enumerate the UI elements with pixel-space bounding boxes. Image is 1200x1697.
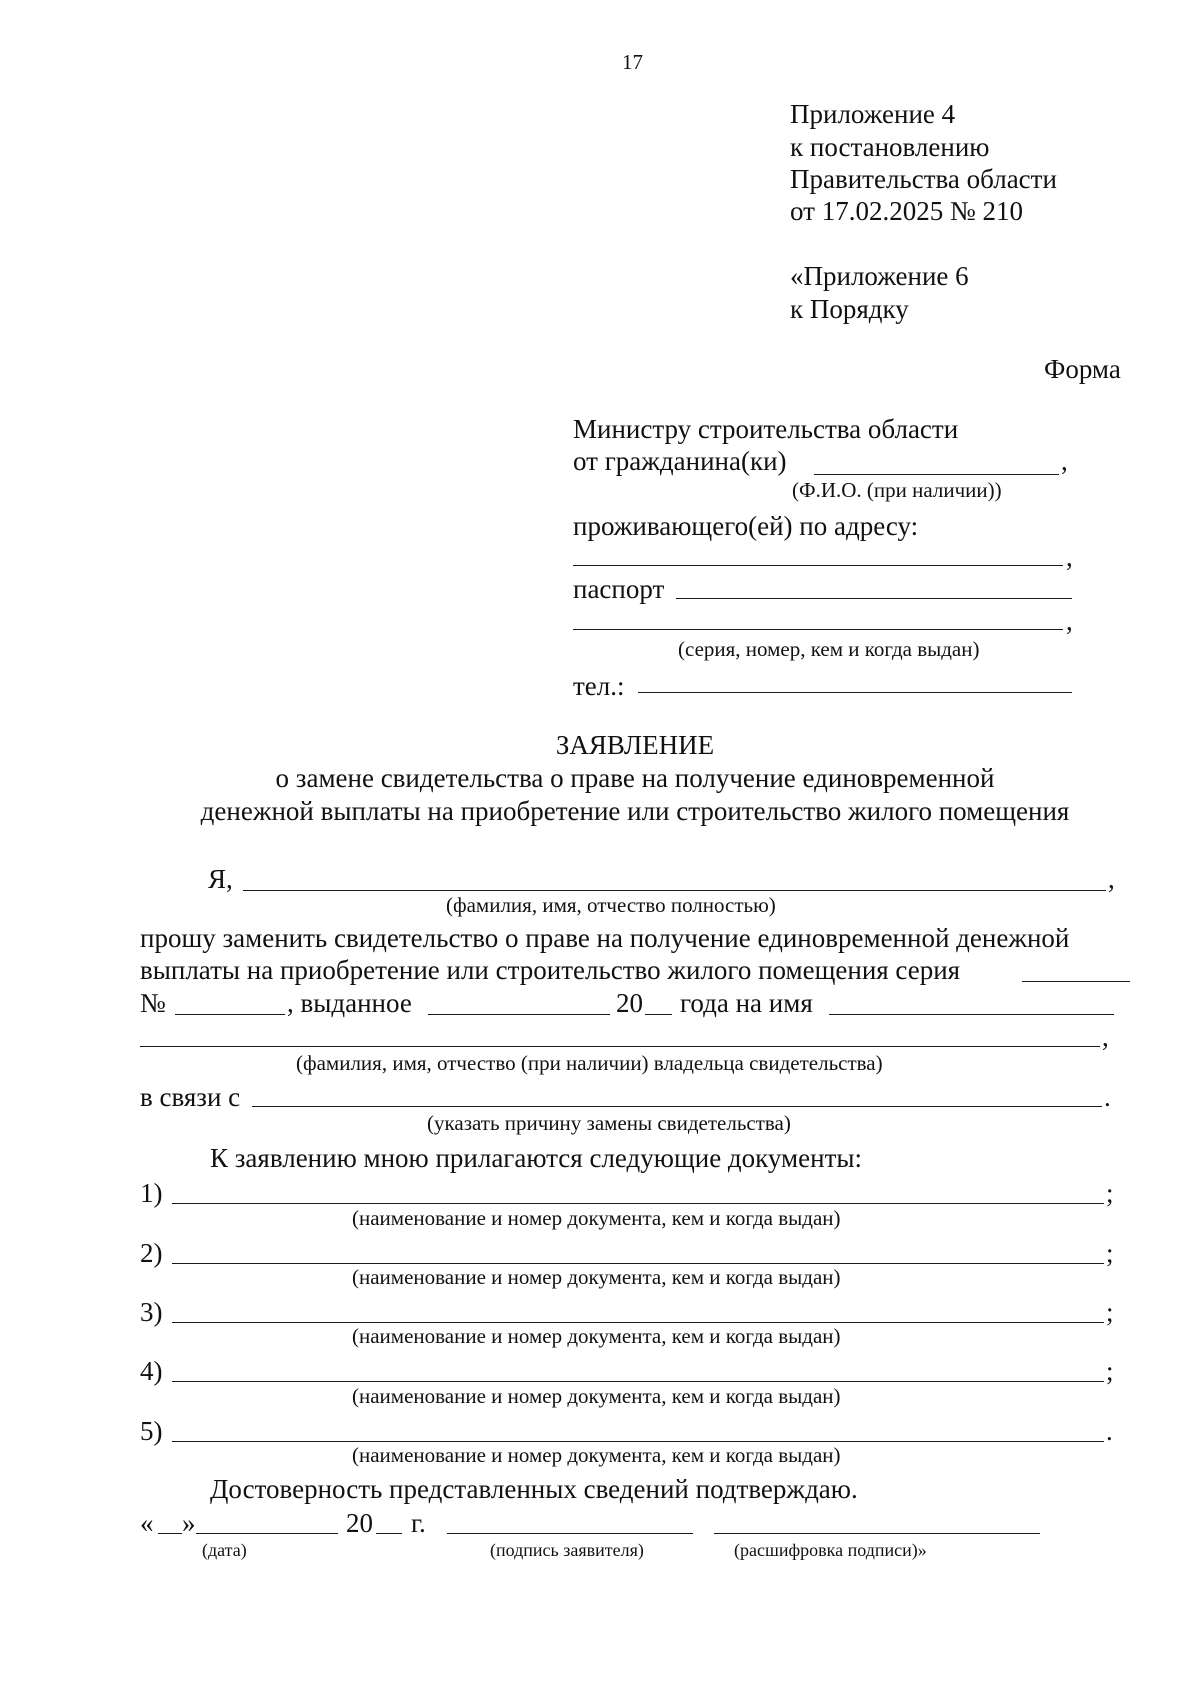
attachment-end: ;: [1106, 1356, 1114, 1386]
document-title: ЗАЯВЛЕНИЕ: [555, 730, 715, 760]
passport-hint: (серия, номер, кем и когда выдан): [678, 637, 980, 661]
year-prefix: 20: [616, 988, 643, 1018]
reason-hint: (указать причину замены свидетельства): [427, 1111, 791, 1135]
attachment-field[interactable]: [172, 1203, 1104, 1204]
attachment-field[interactable]: [172, 1322, 1104, 1323]
name-comma: ,: [1108, 864, 1115, 894]
appendix-line-3: Правительства области: [790, 164, 1057, 194]
decode-hint: (расшифровка подписи)»: [734, 1540, 927, 1560]
attachment-number: 3): [140, 1297, 163, 1327]
request-line-2: выплаты на приобретение или строительство жилого помещения серия: [140, 955, 961, 985]
attachment-end: ;: [1106, 1178, 1114, 1208]
attachment-field[interactable]: [172, 1441, 1104, 1442]
date-hint: (дата): [202, 1540, 247, 1560]
attachment-end: ;: [1106, 1297, 1114, 1327]
issue-year-field[interactable]: [645, 1014, 672, 1015]
form-label: Форма: [1044, 354, 1121, 384]
attachment-number: 5): [140, 1416, 163, 1446]
appendix-line-2: к постановлению: [790, 132, 990, 162]
signature-decode-field[interactable]: [714, 1533, 1040, 1534]
page-number: 17: [622, 50, 643, 74]
number-sign: №: [140, 988, 166, 1018]
phone-label: тел.:: [573, 671, 625, 701]
fio-hint: (Ф.И.О. (при наличии)): [792, 478, 1002, 502]
request-line-1: прошу заменить свидетельство о праве на получение единовременной денежной: [140, 923, 1070, 953]
attachment-end: .: [1106, 1416, 1113, 1446]
attachment-number: 2): [140, 1238, 163, 1268]
attachment-number: 4): [140, 1356, 163, 1386]
date-day-field[interactable]: [158, 1533, 182, 1534]
address-label: проживающего(ей) по адресу:: [573, 511, 919, 541]
owner-comma: ,: [1102, 1022, 1109, 1052]
passport-field-2[interactable]: [573, 629, 1063, 630]
year-suffix: года на имя: [680, 988, 813, 1018]
attachment-hint: (наименование и номер документа, кем и когда выдан): [352, 1206, 841, 1230]
phone-field[interactable]: [638, 692, 1072, 693]
address-comma: ,: [1066, 542, 1073, 572]
document-subtitle-2: денежной выплаты на приобретение или строительство жилого помещения: [200, 796, 1070, 826]
passport-field[interactable]: [676, 598, 1072, 599]
owner-name-field[interactable]: [829, 1014, 1114, 1015]
issue-date-field[interactable]: [428, 1014, 610, 1015]
date-year-suffix: г.: [411, 1508, 426, 1538]
owner-hint: (фамилия, имя, отчество (при наличии) владельца свидетельства): [296, 1051, 883, 1075]
attachment-hint: (наименование и номер документа, кем и когда выдан): [352, 1443, 841, 1467]
appendix-line-1: Приложение 4: [790, 99, 956, 129]
signature-hint: (подпись заявителя): [490, 1540, 644, 1560]
sub-appendix-line-2: к Порядку: [790, 294, 909, 324]
certificate-number-field[interactable]: [175, 1014, 285, 1015]
passport-label: паспорт: [573, 574, 665, 604]
attachments-intro: К заявлению мною прилагаются следующие документы:: [210, 1143, 863, 1173]
attachment-hint: (наименование и номер документа, кем и когда выдан): [352, 1265, 841, 1289]
attachment-end: ;: [1106, 1238, 1114, 1268]
issued-label: , выданное: [287, 988, 412, 1018]
series-field[interactable]: [1022, 981, 1130, 982]
attachment-field[interactable]: [172, 1381, 1104, 1382]
from-label: от гражданина(ки): [573, 446, 787, 476]
document-subtitle-1: о замене свидетельства о праве на получение единовременной: [275, 763, 995, 793]
addressee-to: Министру строительства области: [573, 414, 959, 444]
i-label: Я,: [208, 864, 233, 894]
confirmation-text: Достоверность представленных сведений подтверждаю.: [210, 1474, 858, 1504]
fio-field[interactable]: [814, 474, 1059, 475]
name-hint: (фамилия, имя, отчество полностью): [446, 893, 776, 917]
reason-label: в связи с: [140, 1082, 241, 1112]
date-year-prefix: 20: [346, 1508, 373, 1538]
date-quote-close: »: [182, 1508, 196, 1538]
sub-appendix-line-1: «Приложение 6: [790, 261, 969, 291]
applicant-name-field[interactable]: [243, 890, 1106, 891]
signature-field[interactable]: [447, 1533, 693, 1534]
attachment-field[interactable]: [172, 1263, 1104, 1264]
date-quote-open: «: [140, 1508, 154, 1538]
attachment-hint: (наименование и номер документа, кем и когда выдан): [352, 1324, 841, 1348]
owner-name-field-2[interactable]: [140, 1046, 1100, 1047]
address-field[interactable]: [573, 565, 1063, 566]
attachment-hint: (наименование и номер документа, кем и когда выдан): [352, 1384, 841, 1408]
date-month-field[interactable]: [196, 1533, 338, 1534]
attachment-number: 1): [140, 1178, 163, 1208]
reason-field[interactable]: [252, 1106, 1102, 1107]
fio-comma: ,: [1061, 446, 1068, 476]
passport-comma: ,: [1066, 606, 1073, 636]
appendix-line-4: от 17.02.2025 № 210: [790, 196, 1023, 226]
date-year-field[interactable]: [376, 1533, 402, 1534]
reason-period: .: [1104, 1082, 1111, 1112]
